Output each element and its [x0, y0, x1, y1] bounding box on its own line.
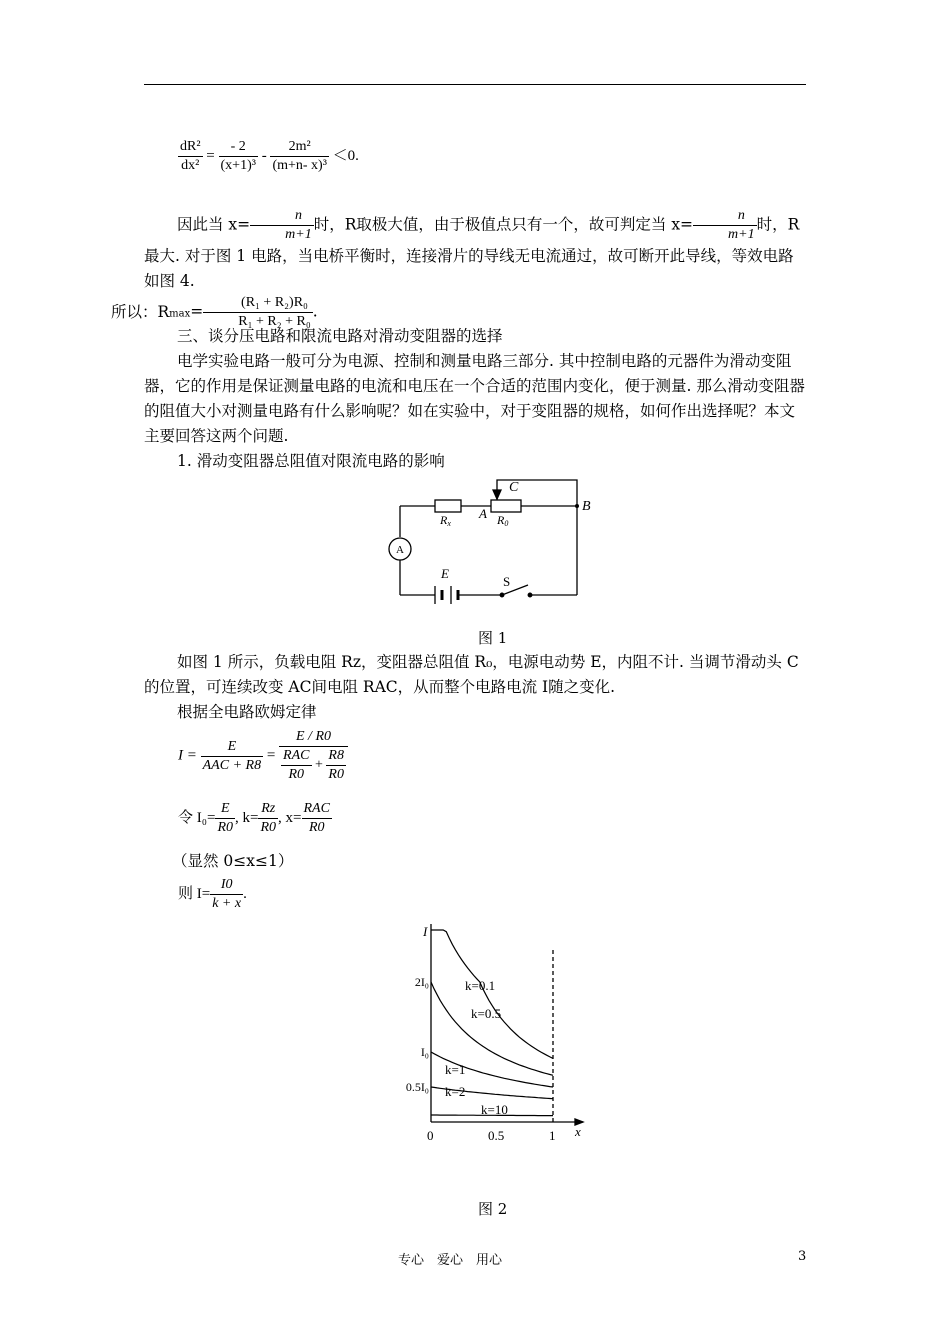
subheading: 1. 滑动变阻器总阻值对限流电路的影响 — [177, 452, 445, 470]
resistor-rx — [435, 500, 461, 512]
result-equation: 则 I= $\frac{I0}{k + x}$ . — [178, 877, 247, 911]
x-axis-label: x — [575, 1124, 581, 1139]
footer-motto: 专心 爱心 用心 — [398, 1253, 503, 1268]
svg-text:S: S — [503, 574, 511, 589]
svg-text:R0: R0 — [497, 513, 509, 528]
definition-equation: 令 I₀= $\frac{E}{R0}$ , k= $\frac{Rz}{R0}$ , x= $\frac{\text{RAC}}{R0}$ — [178, 801, 330, 835]
series-label: k=10 — [481, 1102, 508, 1117]
svg-text:E: E — [441, 566, 449, 581]
svg-text:A: A — [396, 544, 404, 556]
curve-k-0.1 — [431, 930, 553, 1058]
range-note: （显然 0≤x≤1） — [172, 852, 294, 870]
x-tick-label: 1 — [549, 1128, 556, 1143]
circuit-diagram — [385, 474, 605, 604]
figure1-caption: 图 1 — [478, 629, 508, 647]
paragraph-figure1: 如图 1 所示，负载电阻 Rz，变阻器总阻值 R₀，电源电动势 E，内阻不计. 当调节滑动头 C的位置，可连续改变 AC间电阻 RAC，从而整个电路电流 I随之变化. — [144, 653, 799, 696]
y-tick-label: 2I₀ — [414, 975, 429, 989]
ohm-law-line: 根据全电路欧姆定律 — [177, 703, 317, 721]
y-axis-label: I — [423, 924, 428, 939]
x-tick-label: 0.5 — [488, 1128, 505, 1143]
derivative-equation: $\frac{\text{dR²}}{\text{dx²}}$ = $\frac{- 2}{\text{(x+1)³}}$ - $\frac{\text{2m²}}{\text{(m+n- x)³}}$ ＜0. — [180, 139, 359, 173]
series-label: k=0.1 — [465, 978, 496, 993]
series-label: k=0.5 — [471, 1006, 502, 1021]
x-tick-label: 0 — [427, 1128, 434, 1143]
svg-text:B: B — [582, 499, 591, 514]
header-rule — [144, 84, 806, 85]
series-label: k=2 — [445, 1084, 466, 1099]
y-tick-label: 0.5I₀ — [405, 1080, 429, 1094]
svg-text:A: A — [479, 506, 487, 521]
figure2-caption: 图 2 — [478, 1200, 508, 1218]
current-equation: I = $\frac{E}{\text{AAC + R8}}$ = E / R0 $\frac{\text{RAC}}{R0}$ + $\frac{R8}{R0}$ — [178, 728, 348, 784]
paragraph-intro: 电学实验电路一般可分为电源、控制和测量电路三部分. 其中控制电路的元器件为滑动变阻器，它的作用是保证测量电路的电流和电压在一个合适的范围内变化，便于测量. 那么滑动变阻器的阻值大小对测量电路有什么影响呢？如在实验中，对于变阻器的规格，如何作出选择呢？本文主要回答这两个问题. — [144, 352, 805, 445]
rheostat-r0 — [491, 500, 521, 512]
section-heading: 三、谈分压电路和限流电路对滑动变阻器的选择 — [177, 327, 503, 345]
series-label: k=1 — [445, 1062, 466, 1077]
svg-text:C: C — [509, 480, 519, 495]
page-number: 3 — [798, 1249, 807, 1264]
y-tick-label: I₀ — [420, 1045, 429, 1059]
current-chart — [385, 918, 595, 1158]
svg-text:Rx: Rx — [440, 513, 451, 528]
paragraph-maximum: 因此当 x= $\frac{n}{m+1}$ 时，R取极大值，由于极值点只有一个，故可判定当 x= $\frac{n}{m+1}$ 时，R最大. 对于图 1 电路，当电桥平衡时，连接滑片的导线无电流通过，故可断开此导线，等效电路如图 4. 所以：Rmax= $\frac{\text{(R₁ + R₂)R₀}}{\text{R₁ + R₂ + R₀}}$ . — [111, 208, 800, 329]
